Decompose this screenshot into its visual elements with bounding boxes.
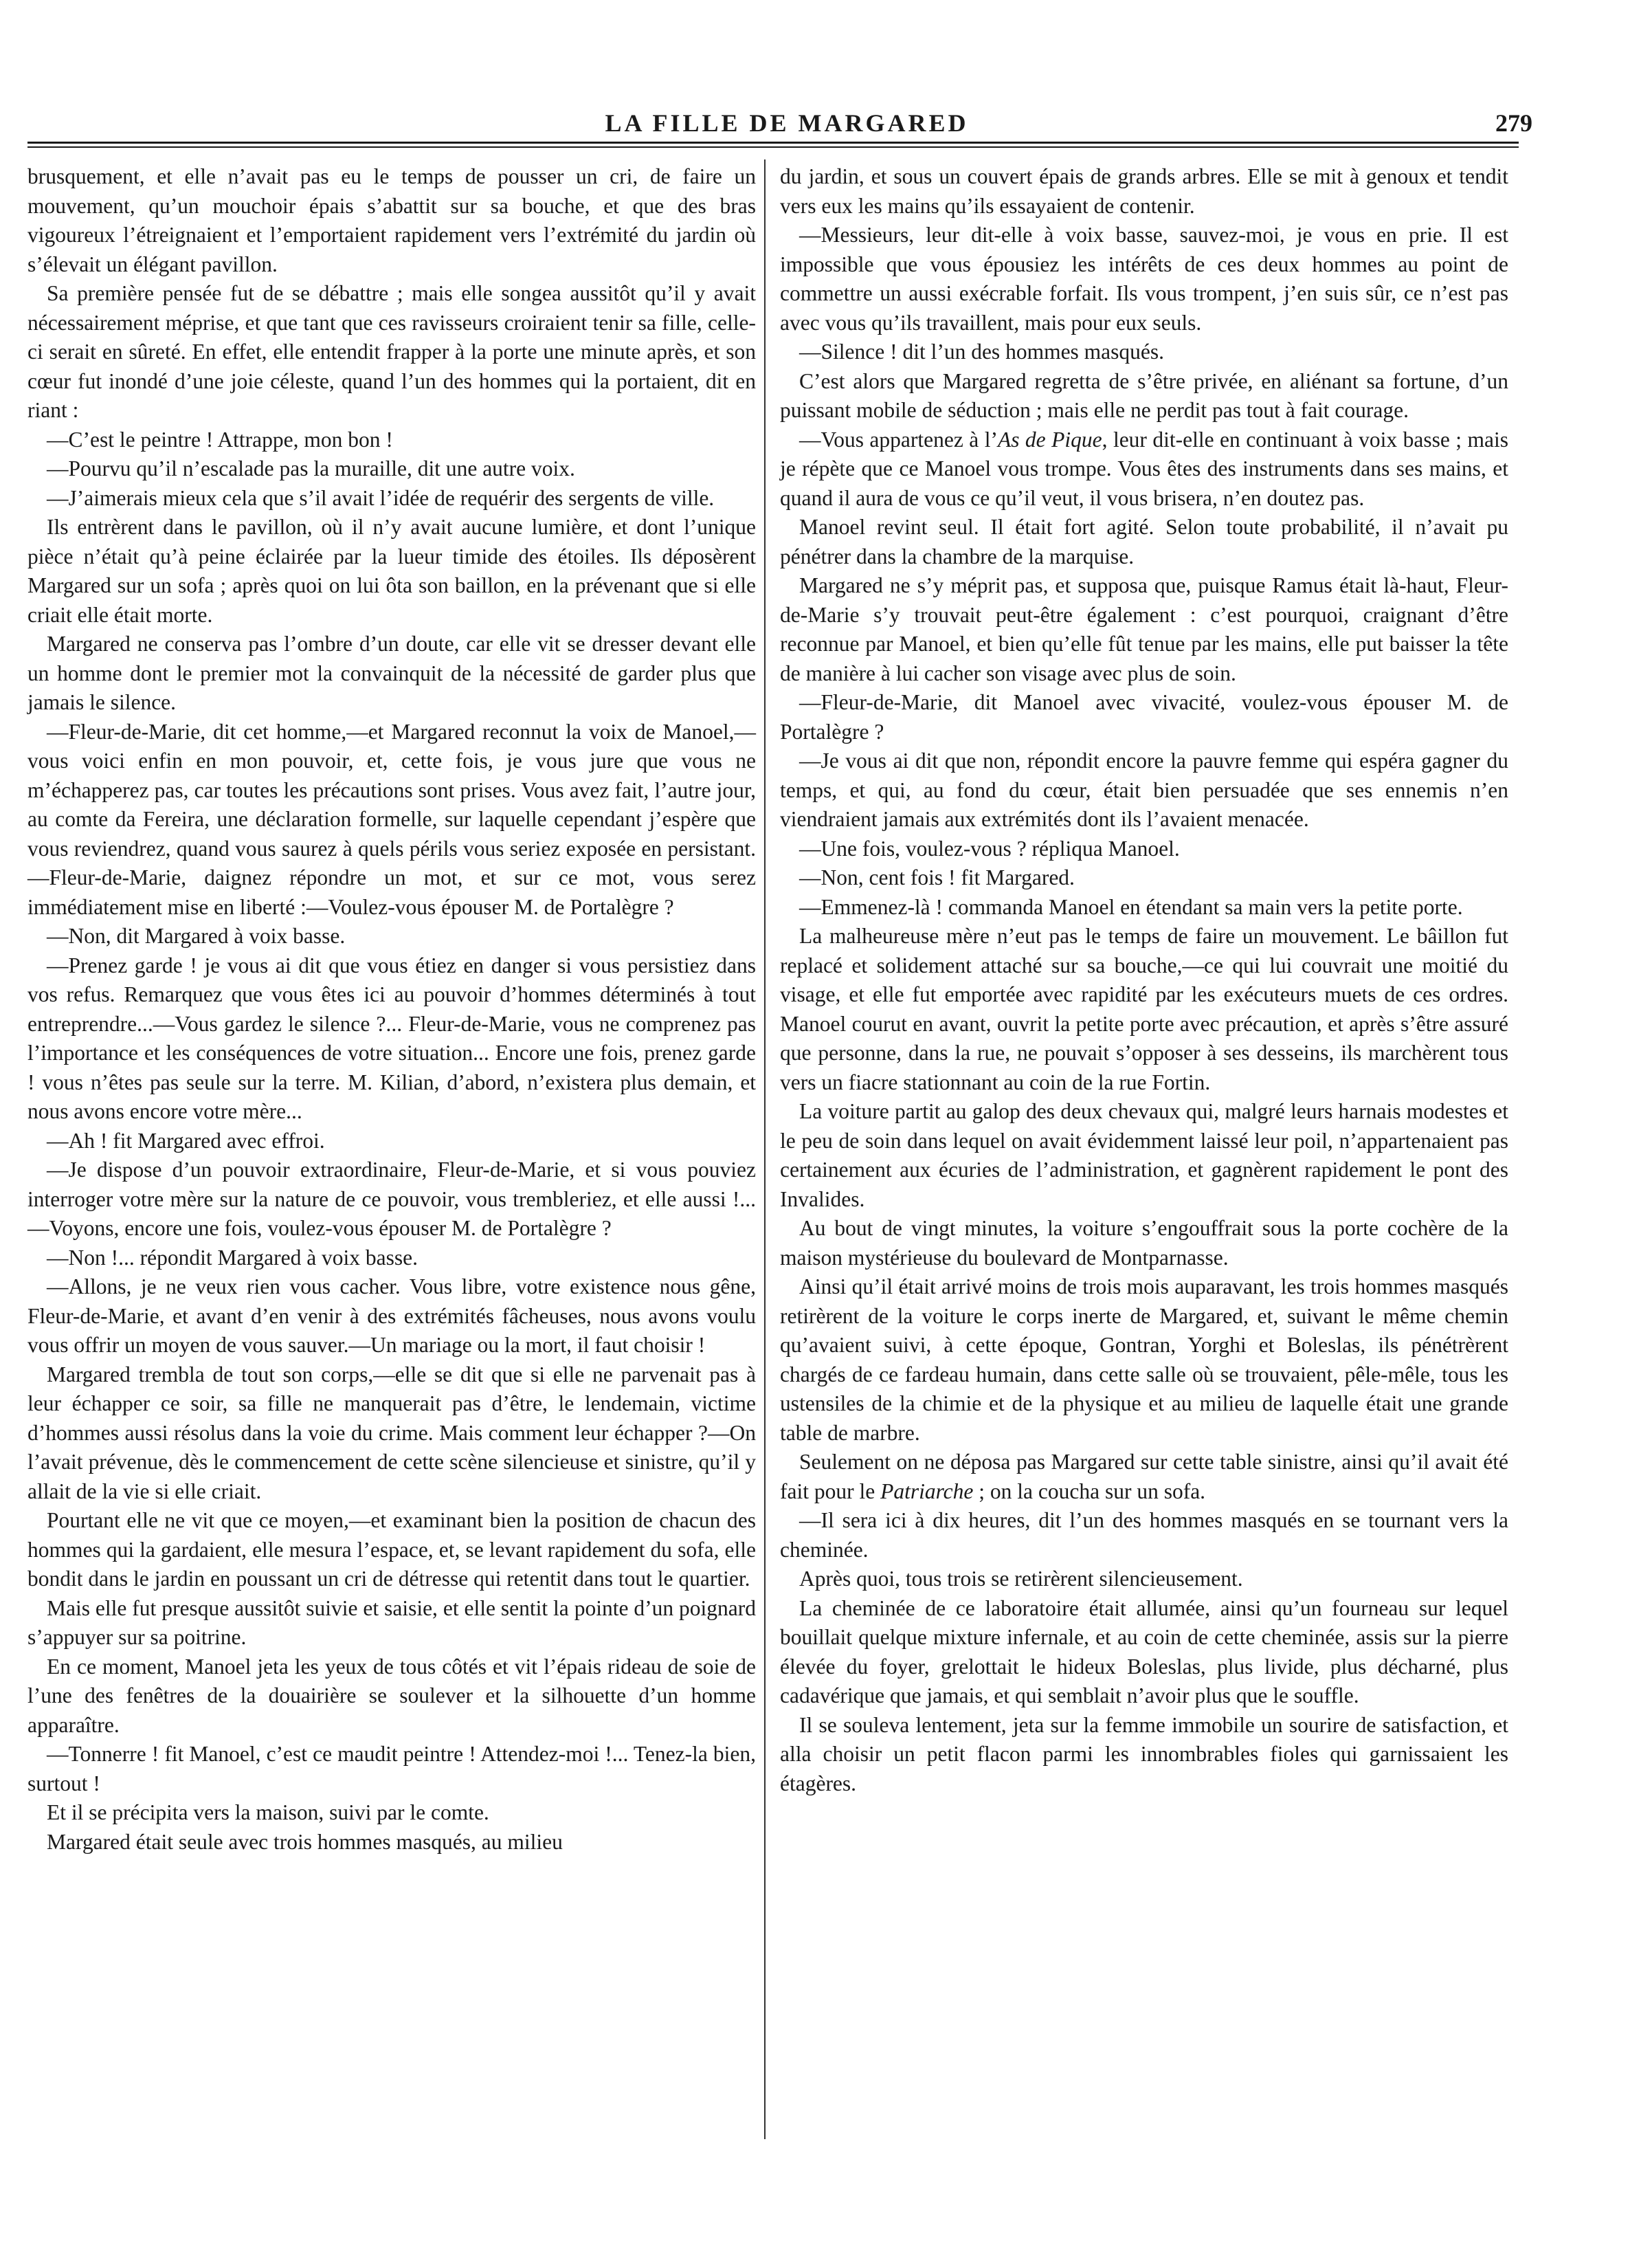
paragraph: —Je vous ai dit que non, répondit encore la pauvre femme qui espéra gagner du temps, et qui, au fond du cœur, était bien persuadée que ses ennemis n’en viendraient jamais aux extrémités dont ils l’avaient menacée.: [780, 749, 1508, 831]
left-column: [27, 162, 756, 1857]
paragraph: Pourtant elle ne vit que ce moyen,—et examinant bien la position de chacun des hommes qui la gardaient, elle mesura l’espace, et, se levant rapidement du sofa, elle bondit dans le jardin en poussant un cri de détresse qui retentit dans tout le quartier.: [27, 1508, 756, 1591]
paragraph: —J’aimerais mieux cela que s’il avait l’idée de requérir des sergents de ville.: [47, 485, 715, 510]
paragraph: —Tonnerre ! fit Manoel, c’est ce maudit peintre ! Attendez-moi !... Tenez-la bien, surtout !: [27, 1742, 756, 1795]
paragraph: Au bout de vingt minutes, la voiture s’engouffrait sous la porte cochère de la maison mystérieuse du boulevard de Montparnasse.: [780, 1216, 1508, 1270]
paragraph: brusquement, et elle n’avait pas eu le temps de pousser un cri, de faire un mouvement, qu’un mouchoir épais s’abattit sur sa bouche, et que des bras vigoureux l’étreignaient et l’emportaient rapidement vers l’extrémité du jardin où s’élevait un élégant pavillon.: [27, 164, 756, 276]
header-rule: [27, 142, 1519, 144]
paragraph: —Une fois, voulez-vous ? répliqua Manoel.: [799, 836, 1180, 861]
paragraph: Sa première pensée fut de se débattre ; mais elle songea aussitôt qu’il y avait nécessairement méprise, et que tant que ces ravisseurs croiraient tenir sa fille, celle-ci serait en sûreté. En effet, elle entendit frapper à la porte une minute après, et son cœur fut inondé d’une joie céleste, quand l’un des hommes qui la portaient, dit en riant :: [27, 281, 756, 422]
header-rule-secondary: [27, 146, 1519, 148]
paragraph: Il se souleva lentement, jeta sur la femme immobile un sourire de satisfaction, et alla choisir un petit flacon parmi les innombrables fioles qui garnissaient les étagères.: [780, 1712, 1508, 1795]
paragraph: Ainsi qu’il était arrivé moins de trois mois auparavant, les trois hommes masqués retirèrent de la voiture le corps inerte de Margared, et, suivant le même chemin qu’avaient suivi, à cette époque, Gontran, Yorghi et Boleslas, ils pénétrèrent chargés de ce fardeau humain, dans cette salle où se trouvaient, pêle-mêle, tous les ustensiles de la chimie et de la physique et au milieu de laquelle était une grande table de marbre.: [780, 1274, 1508, 1445]
paragraph: —Non, cent fois ! fit Margared.: [799, 865, 1075, 889]
paragraph: —Emmenez-là ! commanda Manoel en étendant sa main vers la petite porte.: [799, 894, 1463, 919]
paragraph: —Prenez garde ! je vous ai dit que vous étiez en danger si vous persistiez dans vos refus. Remarquez que vous êtes ici au pouvoir d’hommes déterminés à tout entreprendre...—Vous gardez le silence ?... Fleur-de-Marie, vous ne comprenez pas l’importance et les conséquences de votre situation... Encore une fois, prenez garde ! vous n’êtes pas seule sur la terre. M. Kilian, d’abord, n’existera plus demain, et nous avons encore votre mère...: [27, 953, 756, 1123]
paragraph: La voiture partit au galop des deux chevaux qui, malgré leurs harnais modestes et le peu de soin dans lequel on avait évidemment laissé leur poil, n’appartenaient pas certainement aux écuries de l’administration, et gagnèrent rapidement le pont des Invalides.: [780, 1099, 1508, 1211]
paragraph: Et il se précipita vers la maison, suivi par le comte.: [47, 1800, 489, 1824]
paragraph: —Vous appartenez à l’As de Pique, leur dit-elle en continuant à voix basse ; mais je répète que ce Manoel vous trompe. Vous êtes des instruments dans ses mains, et quand il aura de vous ce qu’il veut, il vous brisera, n’en doutez pas.: [780, 427, 1508, 510]
paragraph: —Fleur-de-Marie, dit cet homme,—et Margared reconnut la voix de Manoel,—vous voici enfin en mon pouvoir, et, cette fois, je vous jure que vous ne m’échapperez pas, car toutes les précautions sont prises. Vous avez fait, l’autre jour, au comte da Fereira, une déclaration formelle, sur laquelle cependant j’espère que vous reviendrez, quand vous saurez à quels périls vous seriez exposée en persistant.—Fleur-de-Marie, daignez répondre un mot, et sur ce mot, vous serez immédiatement mise en liberté :—Voulez-vous épouser M. de Portalègre ?: [27, 719, 756, 919]
paragraph: Ils entrèrent dans le pavillon, où il n’y avait aucune lumière, et dont l’unique pièce n’était qu’à peine éclairée par la lueur timide des étoiles. Ils déposèrent Margared sur un sofa ; après quoi on lui ôta son baillon, en la prévenant que si elle criait elle était morte.: [27, 515, 756, 627]
paragraph: Manoel revint seul. Il était fort agité. Selon toute probabilité, il n’avait pu pénétrer dans la chambre de la marquise.: [780, 515, 1508, 568]
column-divider: [764, 159, 766, 2139]
paragraph: —C’est le peintre ! Attrappe, mon bon !: [47, 427, 393, 452]
running-head: [41, 109, 1532, 143]
paragraph: La cheminée de ce laboratoire était allumée, ainsi qu’un fourneau sur lequel bouillait quelque mixture infernale, et au coin de cette cheminée, assis sur la pierre élevée du foyer, grelottait le hideux Boleslas, plus livide, plus décharné, plus cadavérique que jamais, et qui semblait n’avoir plus que le souffle.: [780, 1595, 1508, 1707]
paragraph: —Ah ! fit Margared avec effroi.: [47, 1128, 325, 1153]
page-number: 279: [1495, 109, 1532, 137]
paragraph: Margared ne conserva pas l’ombre d’un doute, car elle vit se dresser devant elle un homme dont le premier mot la convainquit de la nécessité de garder plus que jamais le silence.: [27, 632, 756, 714]
running-title: LA FILLE DE MARGARED: [605, 109, 969, 137]
paragraph: —Il sera ici à dix heures, dit l’un des hommes masqués en se tournant vers la cheminée.: [780, 1508, 1508, 1562]
paragraph: —Pourvu qu’il n’escalade pas la muraille, dit une autre voix.: [47, 456, 575, 480]
paragraph: du jardin, et sous un couvert épais de grands arbres. Elle se mit à genoux et tendit vers eux les mains qu’ils essayaient de contenir.: [780, 164, 1508, 218]
paragraph: —Messieurs, leur dit-elle à voix basse, sauvez-moi, je vous en prie. Il est impossible que vous épousiez les intérêts de ces deux hommes au point de commettre un aussi exécrable forfait. Ils vous trompent, j’en suis sûr, ce n’est pas avec vous qu’ils travaillent, mais pour eux seuls.: [780, 223, 1508, 335]
paragraph: Margared ne s’y méprit pas, et supposa que, puisque Ramus était là-haut, Fleur-de-Marie s’y trouvait peut-être également : c’est pourquoi, craignant d’être reconnue par Manoel, et bien qu’elle fût tenue par les mains, elle put baisser la tête de manière à lui cacher son visage avec plus de soin.: [780, 573, 1508, 685]
paragraph: —Silence ! dit l’un des hommes masqués.: [799, 340, 1165, 364]
paragraph: Seulement on ne déposa pas Margared sur cette table sinistre, ainsi qu’il avait été fait pour le Patriarche ; on la coucha sur un sofa.: [780, 1450, 1508, 1503]
paragraph: Mais elle fut presque aussitôt suivie et saisie, et elle sentit la pointe d’un poignard s’appuyer sur sa poitrine.: [27, 1595, 756, 1649]
paragraph: Margared était seule avec trois hommes masqués, au milieu: [47, 1829, 563, 1854]
paragraph: —Non, dit Margared à voix basse.: [47, 924, 346, 948]
paragraph: —Allons, je ne veux rien vous cacher. Vous libre, votre existence nous gêne, Fleur-de-Marie, et avant d’en venir à des extrémités fâcheuses, nous avons voulu vous offrir un moyen de vous sauver.—Un mariage ou la mort, il faut choisir !: [27, 1274, 756, 1357]
paragraph: Margared trembla de tout son corps,—elle se dit que si elle ne parvenait pas à leur échapper ce soir, sa fille ne manquerait pas d’être, le lendemain, victime d’hommes aussi résolus dans la voie du crime. Mais comment leur échapper ?—On l’avait prévenue, dès le commencement de cette scène silencieuse et sinistre, qu’il y allait de la vie si elle criait.: [27, 1362, 756, 1503]
paragraph: Après quoi, tous trois se retirèrent silencieusement.: [799, 1567, 1243, 1591]
paragraph: —Non !... répondit Margared à voix basse.: [47, 1245, 418, 1270]
paragraph: C’est alors que Margared regretta de s’être privée, en aliénant sa fortune, d’un puissant mobile de séduction ; mais elle ne perdit pas tout à fait courage.: [780, 368, 1508, 422]
paragraph: En ce moment, Manoel jeta les yeux de tous côtés et vit l’épais rideau de soie de l’une des fenêtres de la douairière se soulever et la silhouette d’un homme apparaître.: [27, 1654, 756, 1737]
paragraph: —Fleur-de-Marie, dit Manoel avec vivacité, voulez-vous épouser M. de Portalègre ?: [780, 690, 1508, 744]
paragraph: La malheureuse mère n’eut pas le temps de faire un mouvement. Le bâillon fut replacé et solidement attaché sur sa bouche,—ce qui lui couvrait une moitié du visage, et elle fut emportée avec rapidité par les exécuteurs muets de ces ordres. Manoel courut en avant, ouvrit la petite porte avec précaution, et après s’être assuré que personne, dans la rue, ne pouvait s’opposer à ses desseins, ils marchèrent tous vers un fiacre stationnant au coin de la rue Fortin.: [780, 924, 1508, 1094]
paragraph: —Je dispose d’un pouvoir extraordinaire, Fleur-de-Marie, et si vous pouviez interroger votre mère sur la nature de ce pouvoir, vous trembleriez, et elle aussi !...—Voyons, encore une fois, voulez-vous épouser M. de Portalègre ?: [27, 1158, 756, 1240]
right-column: [780, 162, 1508, 1798]
